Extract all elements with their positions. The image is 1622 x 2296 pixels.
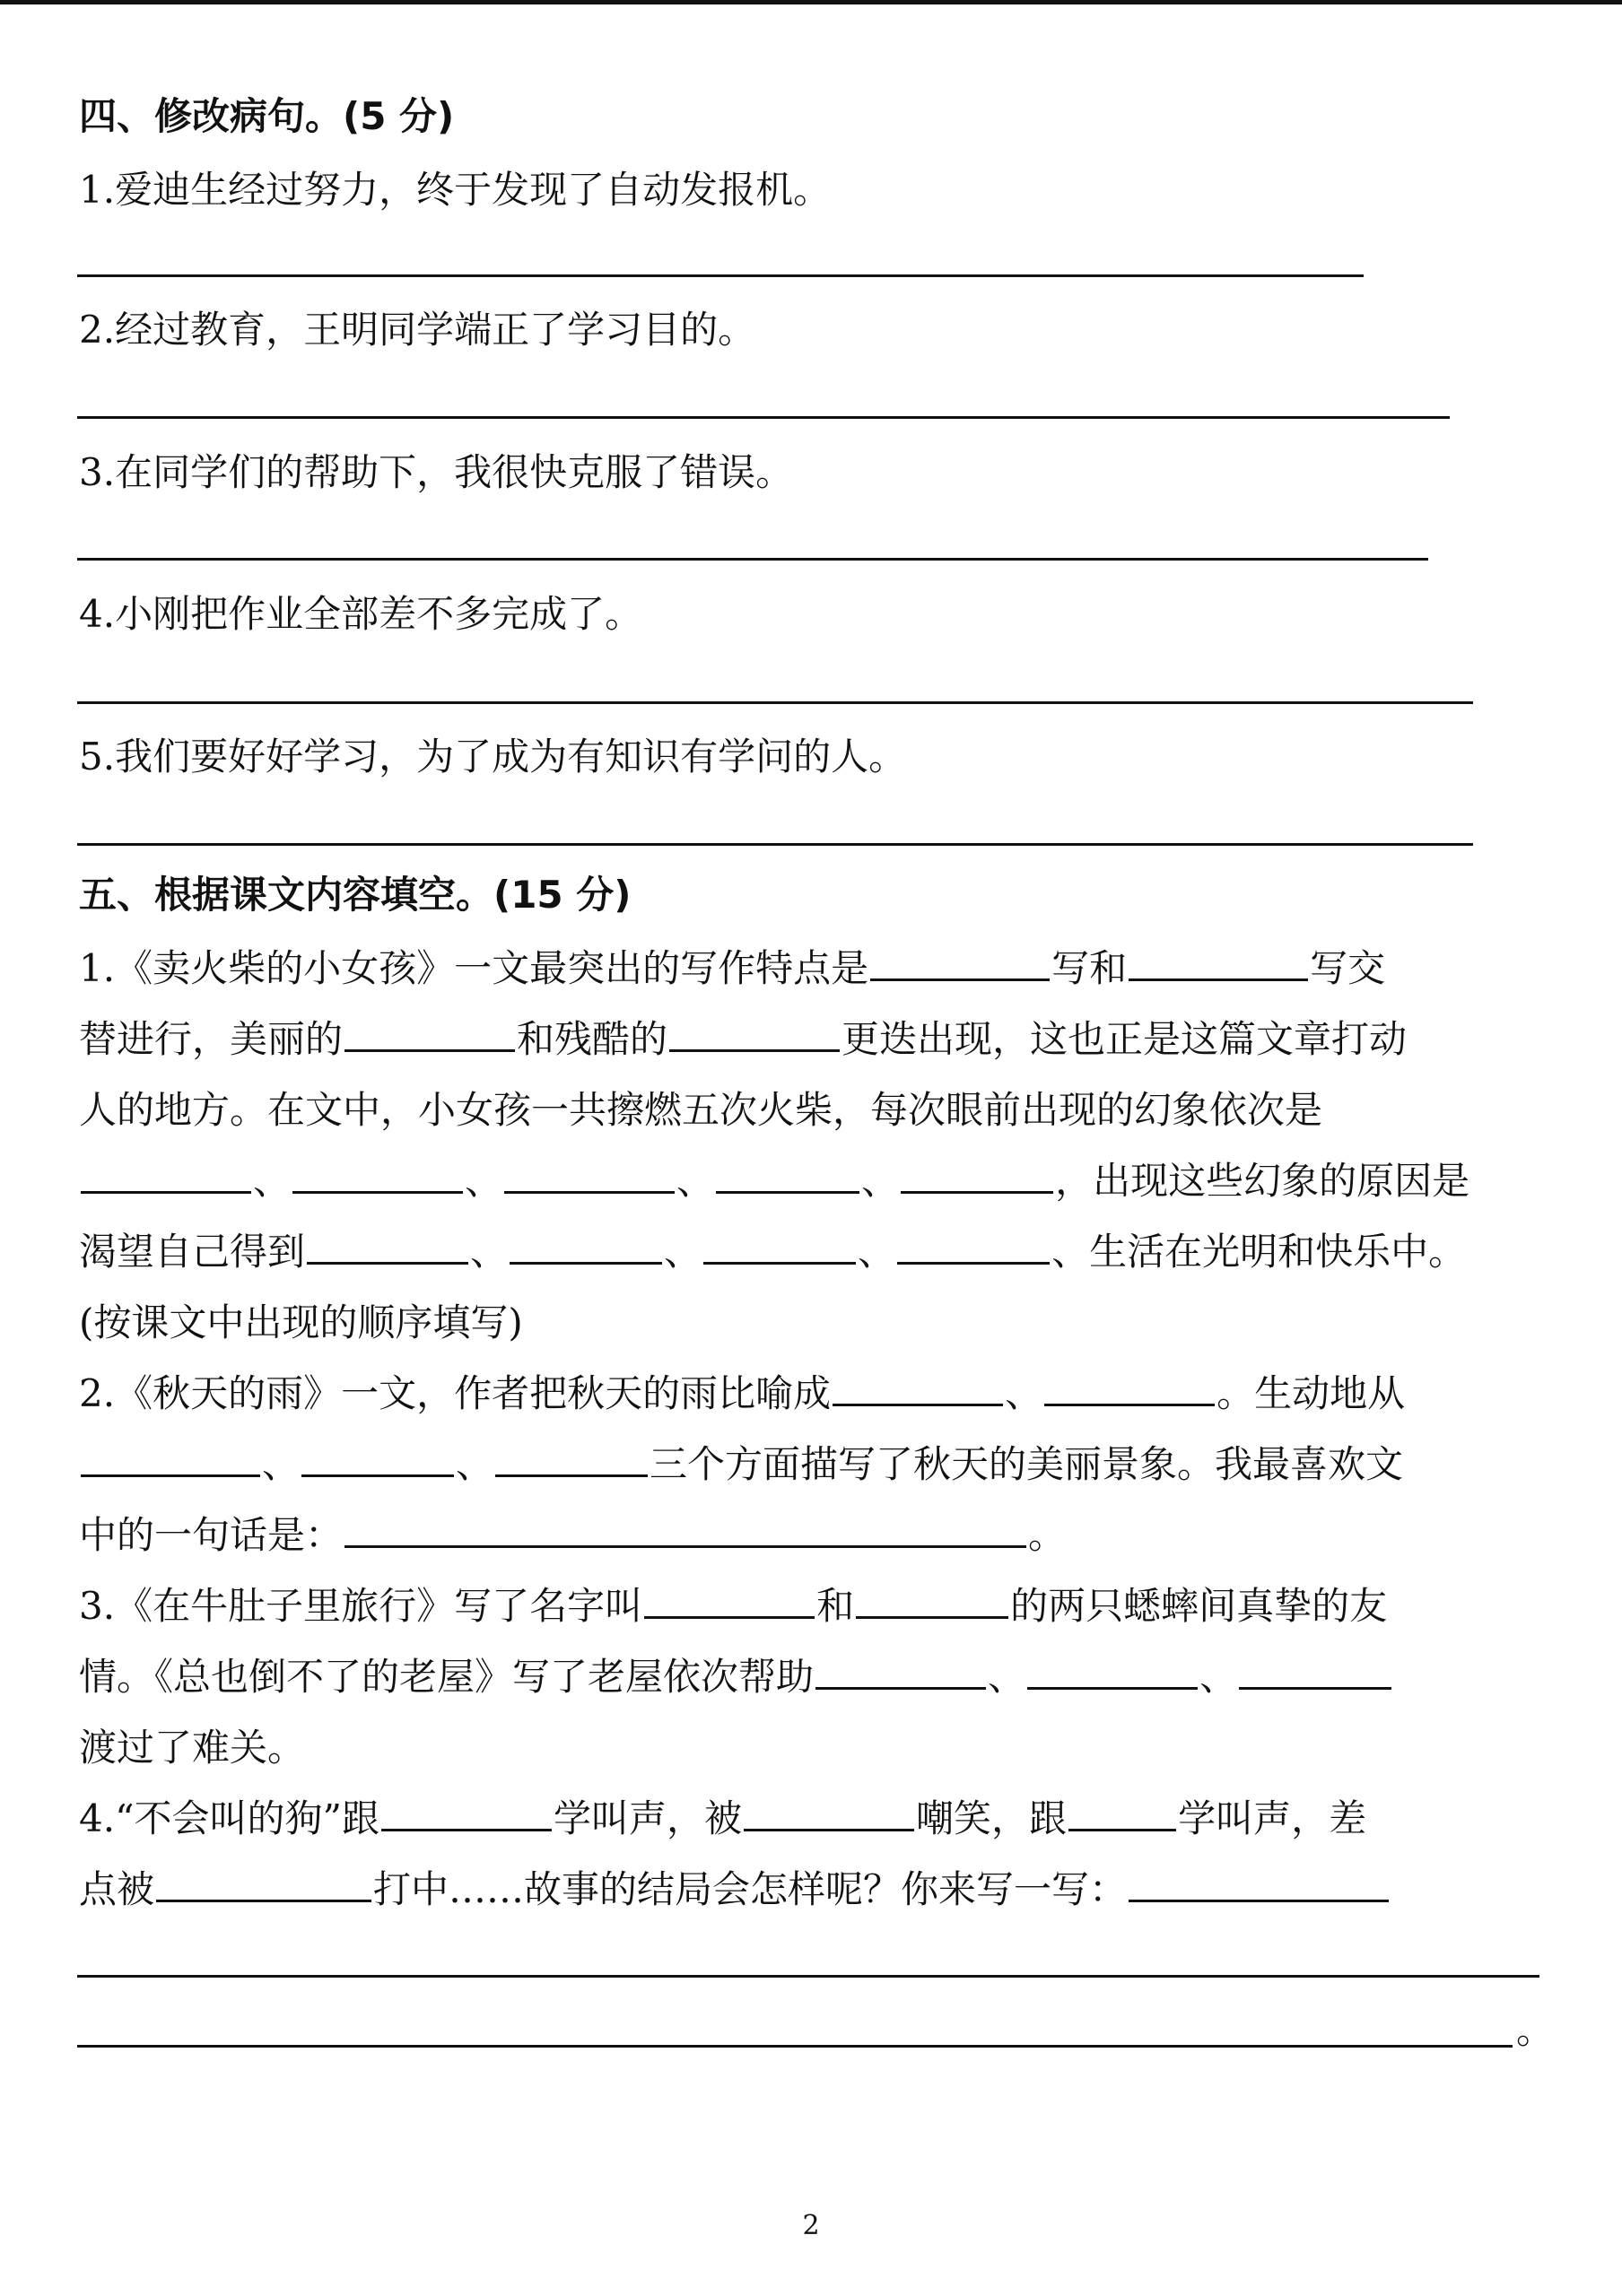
- q2-text: 。: [1028, 1513, 1067, 1557]
- separator: 、: [1005, 1371, 1043, 1415]
- q1-text: 写和: [1051, 946, 1128, 990]
- q1-text: 、生活在光明和快乐中。: [1051, 1230, 1467, 1274]
- answer-line-3[interactable]: [77, 558, 1428, 561]
- q4-line-2: [79, 1863, 1391, 1917]
- q3-line-1: [79, 1579, 1387, 1633]
- blank[interactable]: [1129, 978, 1308, 981]
- blank[interactable]: [510, 1262, 662, 1265]
- blank[interactable]: [815, 1687, 986, 1690]
- q4-end-period: 。: [1516, 2008, 1555, 2052]
- answer-line-1[interactable]: [77, 274, 1364, 277]
- blank[interactable]: [301, 1474, 454, 1477]
- blank[interactable]: [716, 1191, 859, 1194]
- blank[interactable]: [381, 1829, 552, 1831]
- section4-item-5: 5.我们要好好学习，为了成为有知识有学问的人。: [79, 735, 907, 778]
- blank[interactable]: [1044, 1404, 1215, 1406]
- section4-item-2: 2.经过教育，王明同学端正了学习目的。: [79, 308, 756, 352]
- q3-text: 的两只蟋蟀间真挚的友: [1010, 1584, 1388, 1628]
- q3-line-3: 渡过了难关。: [79, 1726, 306, 1770]
- q3-line-2: [79, 1650, 1393, 1704]
- q4-text: 打中……故事的结局会怎样呢？你来写一写：: [373, 1867, 1128, 1911]
- blank[interactable]: [744, 1829, 914, 1831]
- blank[interactable]: [1129, 1900, 1389, 1902]
- q1-text: 和残酷的: [517, 1017, 668, 1061]
- section5-heading: 五、根据课文内容填空。(15 分): [79, 873, 632, 917]
- separator: 、: [861, 1159, 900, 1203]
- q1-line-6: (按课文中出现的顺序填写): [79, 1300, 523, 1344]
- section4-heading: 四、修改病句。(5 分): [79, 94, 455, 138]
- q4-text: 嘲笑，跟: [916, 1796, 1068, 1840]
- separator: 、: [470, 1230, 509, 1274]
- blank[interactable]: [1027, 1687, 1198, 1690]
- blank[interactable]: [1068, 1829, 1176, 1831]
- q1-text: 写交: [1310, 946, 1386, 990]
- q3-text: 3.《在牛肚子里旅行》写了名字叫: [79, 1584, 643, 1628]
- separator: 、: [676, 1159, 715, 1203]
- blank[interactable]: [644, 1616, 815, 1619]
- q3-text: 情。《总也倒不了的老屋》写了老屋依次帮助: [79, 1655, 815, 1699]
- blank[interactable]: [1239, 1687, 1391, 1690]
- q2-text: 。生动地从: [1216, 1371, 1406, 1415]
- q1-text: 更迭出现，这也正是这篇文章打动: [842, 1017, 1408, 1061]
- q4-text: 学叫声，被: [554, 1796, 743, 1840]
- blank[interactable]: [81, 1474, 260, 1477]
- blank[interactable]: [344, 1545, 1026, 1548]
- answer-line-2[interactable]: [77, 416, 1450, 419]
- answer-line-4[interactable]: [77, 701, 1473, 704]
- blank[interactable]: [292, 1191, 463, 1194]
- q4-line-1: [79, 1792, 1366, 1846]
- blank[interactable]: [504, 1191, 675, 1194]
- blank[interactable]: [81, 1191, 251, 1194]
- q3-text: 和: [816, 1584, 855, 1628]
- section4-item-4: 4.小刚把作业全部差不多完成了。: [79, 592, 643, 636]
- answer-line-5[interactable]: [77, 843, 1473, 846]
- separator: 、: [858, 1230, 896, 1274]
- q1-line-5: [79, 1225, 1466, 1279]
- q1-line-2: [79, 1013, 1407, 1066]
- blank[interactable]: [897, 1262, 1050, 1265]
- blank[interactable]: [856, 1616, 1008, 1619]
- separator: 、: [465, 1159, 503, 1203]
- blank[interactable]: [901, 1191, 1053, 1194]
- blank[interactable]: [307, 1262, 468, 1265]
- page-number: 2: [802, 2210, 820, 2241]
- q4-text: 学叫声，差: [1178, 1796, 1367, 1840]
- q1-line-4: [79, 1154, 1469, 1208]
- blank[interactable]: [669, 1049, 840, 1052]
- separator: 、: [456, 1442, 494, 1486]
- q2-text: 三个方面描写了秋天的美丽景象。我最喜欢文: [650, 1442, 1404, 1486]
- q2-line-1: [79, 1367, 1405, 1421]
- q2-text: 2.《秋天的雨》一文，作者把秋天的雨比喻成: [79, 1371, 832, 1415]
- q1-text: 1.《卖火柴的小女孩》一文最突出的写作特点是: [79, 946, 869, 990]
- separator: 、: [1199, 1655, 1238, 1699]
- section4-item-3: 3.在同学们的帮助下，我很快克服了错误。: [79, 450, 794, 494]
- q2-line-2: [79, 1438, 1403, 1492]
- answer-line-q4-1[interactable]: [77, 1975, 1539, 1978]
- q1-text: 替进行，美丽的: [79, 1017, 344, 1061]
- blank[interactable]: [833, 1404, 1003, 1406]
- q4-text: 点被: [79, 1867, 155, 1911]
- separator: 、: [664, 1230, 702, 1274]
- top-border: [0, 0, 1622, 4]
- blank[interactable]: [495, 1474, 648, 1477]
- q1-line-1: [79, 942, 1385, 996]
- blank[interactable]: [870, 978, 1050, 981]
- q4-text: 4.“不会叫的狗”跟: [79, 1796, 380, 1840]
- q1-line-3: 人的地方。在文中，小女孩一共擦燃五次火柴，每次眼前出现的幻象依次是: [79, 1088, 1323, 1132]
- blank[interactable]: [344, 1049, 515, 1052]
- q2-line-3: [79, 1509, 1066, 1562]
- section4-item-1: 1.爱迪生经过努力，终于发现了自动发报机。: [79, 168, 832, 212]
- answer-line-q4-2[interactable]: [77, 2045, 1513, 2048]
- q2-text: 中的一句话是：: [79, 1513, 344, 1557]
- separator: 、: [253, 1159, 292, 1203]
- blank[interactable]: [156, 1900, 371, 1902]
- q1-text: ，出现这些幻象的原因是: [1055, 1159, 1470, 1203]
- separator: 、: [262, 1442, 301, 1486]
- blank[interactable]: [703, 1262, 856, 1265]
- separator: 、: [988, 1655, 1026, 1699]
- q1-text: 渴望自己得到: [79, 1230, 306, 1274]
